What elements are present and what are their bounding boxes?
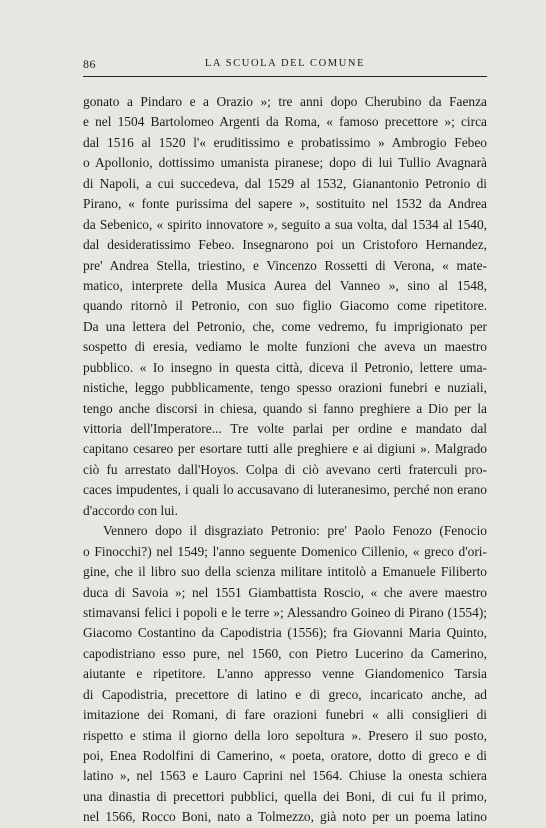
- text-line: capitano cesareo per esortare tutti alle preghiere e ai digiuni ». Malgrado: [83, 441, 487, 457]
- page-number: 86: [83, 57, 96, 71]
- text-line: stimavansi felici i popoli e le terre »; Alessandro Goineo di Pirano (1554);: [83, 604, 487, 620]
- text-line: latino », nel 1563 e Lauro Caprini nel 1564. Chiuse la onesta schiera: [83, 768, 487, 784]
- text-line: dal 1516 al 1520 l'« eruditissimo e probatissimo » Ambrogio Febeo: [83, 134, 487, 150]
- text-line: una dinastia di precettori pubblici, quella dei Boni, di cui fu il primo,: [83, 788, 487, 804]
- text-line: gonato a Pindaro e a Orazio »; tre anni dopo Cherubino da Faenza: [83, 94, 487, 109]
- text-line: sospetto di eresia, vediamo le molte funzioni che aveva un maestro: [83, 339, 487, 355]
- text-line: quando ritornò il Petronio, con suo figlio Giacomo come ripetitore.: [83, 298, 487, 314]
- text-line: vittoria dell'Imperatore... Tre volte parlai per ordine e mandato dal: [83, 421, 487, 436]
- page-header: [83, 57, 487, 73]
- text-line: o Apollonio, dottissimo umanista piranese; dopo di lui Tullio Avagnarà: [83, 155, 487, 171]
- text-line: dal desideratissimo Febeo. Insegnarono poi un Cristoforo Hernandez,: [83, 237, 487, 253]
- running-head: LA SCUOLA DEL COMUNE: [204, 58, 366, 69]
- text-line: pubblico. « Io insegno in questa città, diceva il Petronio, lettere uma-: [83, 359, 487, 375]
- text-line: e nel 1504 Bartolomeo Argenti da Roma, « famoso precettore »; circa: [83, 114, 487, 130]
- text-line: duca di Savoia »; nel 1551 Giambattista Roscio, « che avere maestro: [83, 584, 487, 600]
- text-line: caces impudentes, i quali lo accusavano di luteranesimo, perché non erano: [83, 482, 487, 498]
- text-line: gine, che il libro suo della scienza militare intitolò a Emanuele Filiberto: [83, 564, 487, 580]
- text-line: tengo anche discorsi in chiesa, quando si fanno preghiere a Dio per la: [83, 400, 487, 416]
- text-line: matico, interprete della Musica Aurea del Vanneo », sino al 1548,: [83, 277, 487, 293]
- text-line: poi, Enea Rodolfini di Camerino, « poeta, oratore, dotto di greco e di: [83, 748, 487, 763]
- text-line: di Capodistria, precettore di latino e di greco, incaricato anche, ad: [83, 686, 487, 702]
- text-line: Pirano, « fonte purissima del sapere », sostituito nel 1532 da Andrea: [83, 196, 487, 212]
- text-line: da Sebenico, « spirito innovatore », seguito a sua volta, dal 1534 al 1540,: [83, 216, 487, 232]
- text-line: rispetto e stima il giorno della loro sepoltura ». Presero il suo posto,: [83, 727, 487, 743]
- header-rule: [83, 76, 487, 77]
- text-line: o Finocchi?) nel 1549; l'anno seguente Domenico Cillenio, « greco d'ori-: [83, 543, 487, 559]
- text-line: di Napoli, a cui succedeva, dal 1529 al 1532, Gianantonio Petronio di: [83, 175, 487, 191]
- text-line: imitazione dei Romani, di fare orazioni funebri « alli consiglieri di: [83, 707, 487, 723]
- text-line: capodistriano esso pure, nel 1560, con Pietro Lucerino da Camerino,: [83, 645, 487, 661]
- paragraph-end-line: d'accordo con lui.: [83, 502, 178, 518]
- text-line: nistiche, leggo pubblicamente, tengo spesso orazioni funebri e nuziali,: [83, 380, 487, 396]
- text-line: Giacomo Costantino da Capodistria (1556); fra Giovanni Maria Quinto,: [83, 625, 487, 641]
- text-line: aiutante e ripetitore. L'anno appresso venne Giandomenico Tarsia: [83, 666, 487, 682]
- text-line: ciò fu arrestato dall'Hoyos. Colpa di ciò avevano certi fraterculi pro-: [83, 461, 487, 477]
- text-line: pre' Andrea Stella, triestino, e Vincenzo Rossetti di Verona, « mate-: [83, 257, 487, 273]
- text-line: nel 1566, Rocco Boni, nato a Tolmezzo, già noto per un poema latino: [83, 809, 487, 825]
- text-line: Da una lettera del Petronio, che, come vedremo, fu imprigionato per: [83, 318, 487, 334]
- paragraph-first-line: Vennero dopo il disgraziato Petronio: pre' Paolo Fenozo (Fenocio: [103, 523, 487, 539]
- body-text: [83, 92, 487, 828]
